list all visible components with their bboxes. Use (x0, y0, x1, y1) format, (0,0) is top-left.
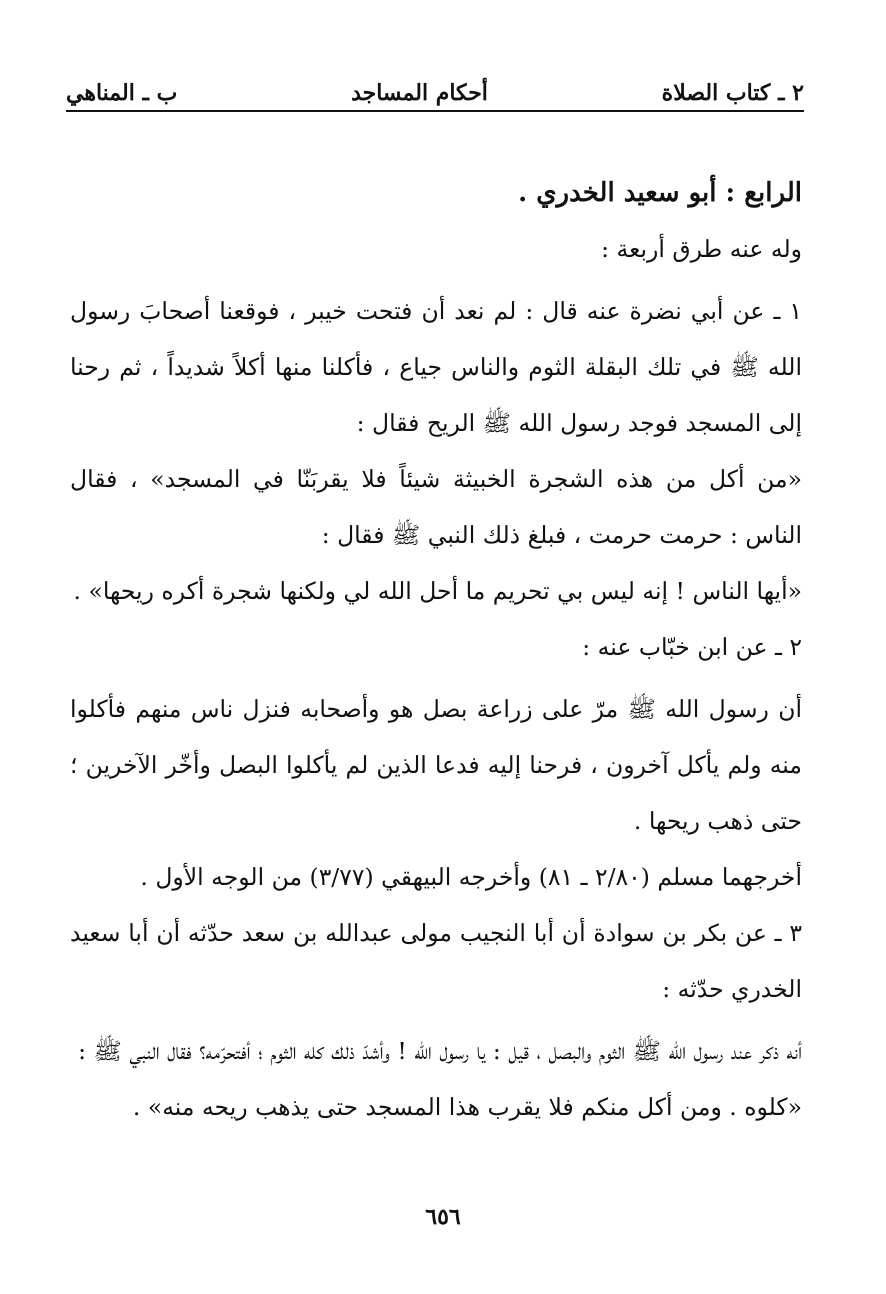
page-body (70, 165, 802, 1135)
running-header (66, 76, 804, 112)
header-subsection: ب ـ المناهي (66, 80, 178, 106)
hadith-quote: «كلوه . ومن أكل منكم فلا يقرب هذا المسجد حتى يذهب ريحه منه» . (132, 1093, 802, 1121)
hadith-quote: «من أكل من هذه الشجرة الخبيثة شيئاً فلا يقربَنّا في المسجد» ، فقال الناس : حرمت حرمت ، فبلغ ذلك النبي ﷺ فقال : (70, 465, 802, 549)
paragraph: أن رسول الله ﷺ مرّ على زراعة بصل هو وأصحابه فنزل ناس منهم فأكلوا منه ولم يأكل آخرون ، فرحنا إليه فدعا الذين لم يأكلوا البصل وأخّر الآخرين ؛ حتى ذهب ريحها . (70, 695, 802, 835)
paragraph: ١ ـ عن أبي نضرة عنه قال : لم نعد أن فتحت خيبر ، فوقعنا أصحابَ رسول الله ﷺ في تلك البقلة الثوم والناس جياع ، فأكلنا منها أكلاً شديداً ، ثم رحنا إلى المسجد فوجد رسول الله ﷺ الريح فقال : (70, 297, 802, 437)
section-heading: الرابع : أبو سعيد الخدري . (518, 178, 802, 208)
paragraph: ٣ ـ عن بكر بن سوادة أن أبا النجيب مولى عبدالله بن سعد حدّثه أن أبا سعيد الخدري حدّثه : (70, 919, 802, 1003)
hadith-quote: «أيها الناس ! إنه ليس بي تحريم ما أحل الله لي ولكنها شجرة أكره ريحها» . (73, 577, 802, 605)
citation: أخرجهما مسلم (٢/٨٠ ـ ٨١) وأخرجه البيهقي (٣/٧٧) من الوجه الأول . (140, 863, 802, 891)
header-chapter: ٢ ـ كتاب الصلاة (661, 80, 804, 106)
paragraph: ٢ ـ عن ابن خبّاب عنه : (582, 633, 802, 661)
page-number: ٦٥٦ (425, 1204, 461, 1230)
header-section: أحكام المساجد (351, 80, 488, 106)
paragraph: وله عنه طرق أربعة : (601, 235, 802, 263)
paragraph: أنه ذكر عند رسول الله ﷺ الثوم والبصل ، قيل : يا رسول الله ! وأشدّ ذلك كله الثوم ؛ أفتحرّمه؟ فقال النبي ﷺ : (78, 1037, 802, 1065)
